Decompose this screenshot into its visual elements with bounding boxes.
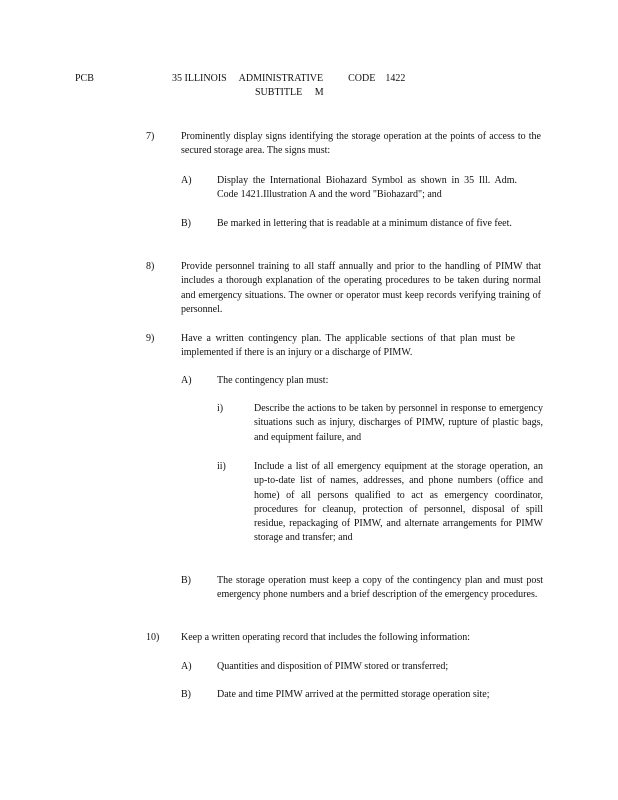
item-7a-letter: A): [181, 175, 192, 186]
item-10a-letter: A): [181, 661, 192, 672]
item-9-text: Have a written contingency plan. The applicable sections of that plan must be implemented if there is an injury or a discharge of PIMW.: [181, 333, 515, 359]
item-8-text: Provide personnel training to all staff annually and prior to the handling of PIMW that includes a thorough explanation of the operating procedures to be taken during normal and emergency situations. The owner or operator must keep records verifying training of personnel.: [181, 261, 541, 315]
item-9a-ii-roman: ii): [217, 461, 226, 472]
item-9b-text: The storage operation must keep a copy of the contingency plan and must post emergency phone numbers and a brief description of the emergency procedures.: [217, 575, 543, 601]
item-9a-ii-text: Include a list of all emergency equipment at the storage operation, an up-to-date list of names, addresses, and phone numbers (office and home) of all persons qualified to act as emergency coordinator, procedures for cleanup, protection of personnel, disposal of spill residue, repackaging of PIMW, and alternate arrangements for PIMW storage and transfer; and: [254, 461, 543, 544]
item-9a-text: The contingency plan must:: [217, 375, 329, 386]
item-10b-letter: B): [181, 689, 191, 700]
item-9a-i-roman: i): [217, 403, 224, 414]
item-10a-text: Quantities and disposition of PIMW stored or transferred;: [217, 661, 449, 672]
item-9b-letter: B): [181, 575, 191, 586]
item-7b-letter: B): [181, 218, 191, 229]
item-7a-text: Display the International Biohazard Symbol as shown in 35 Ill. Adm. Code 1421.Illustration A and the word "Biohazard"; and: [217, 175, 517, 201]
item-7-number: 7): [146, 131, 155, 142]
item-10b-text: Date and time PIMW arrived at the permitted storage operation site;: [217, 689, 490, 700]
item-9a-i-text: Describe the actions to be taken by personnel in response to emergency situations such as injury, discharges of PIMW, rupture of plastic bags, and equipment failure, and: [254, 403, 543, 443]
item-9a-letter: A): [181, 375, 192, 386]
item-10-number: 10): [146, 632, 160, 643]
item-7b-text: Be marked in lettering that is readable at a minimum distance of five feet.: [217, 218, 512, 229]
header-subtitle: SUBTITLE M: [255, 87, 324, 98]
item-7-text: Prominently display signs identifying the storage operation at the points of access to the secured storage area. The signs must:: [181, 131, 541, 157]
item-8-number: 8): [146, 261, 155, 272]
item-10-text: Keep a written operating record that includes the following information:: [181, 632, 471, 643]
header-agency: PCB: [75, 73, 94, 84]
item-9-number: 9): [146, 333, 155, 344]
header-code-line: 35 ILLINOIS ADMINISTRATIVE CODE 1422: [172, 73, 406, 84]
